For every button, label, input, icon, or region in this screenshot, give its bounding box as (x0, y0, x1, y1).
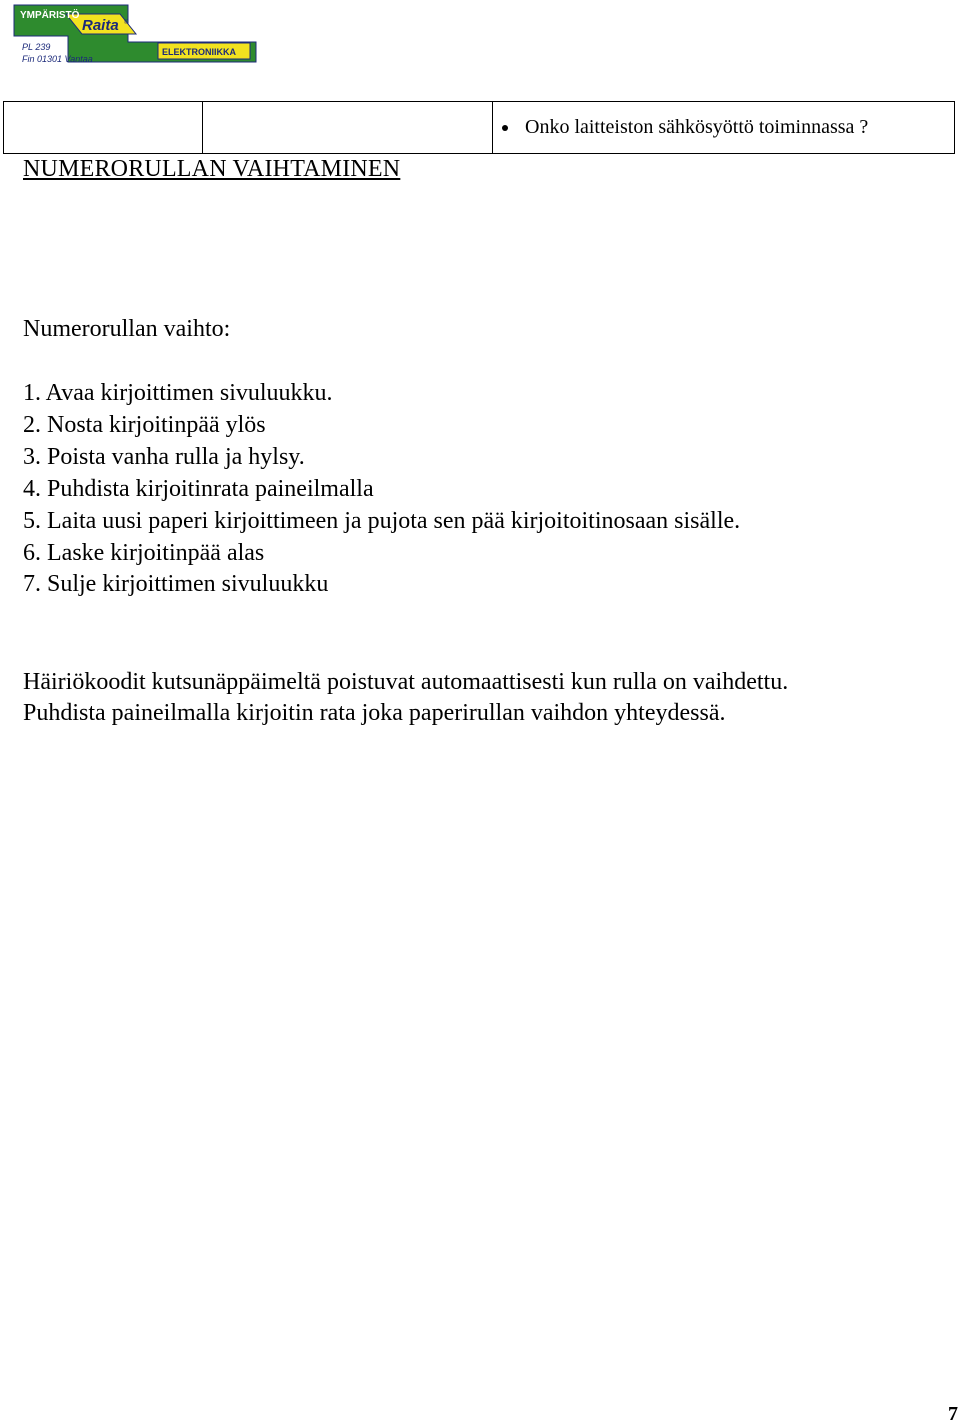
table-cell-empty (4, 102, 203, 154)
steps-list (23, 378, 740, 601)
logo-address-line1: PL 239 (22, 42, 51, 52)
list-item: 2. Nosta kirjoitinpää ylös (23, 411, 266, 438)
logo-top-text: YMPÄRISTÖ (20, 10, 80, 21)
bullet-icon (502, 125, 508, 131)
list-item: 5. Laita uusi paperi kirjoittimeen ja pujota sen pää kirjoitoitinosaan sisälle. (23, 507, 741, 534)
subtitle: Numerorullan vaihto: (23, 316, 231, 342)
page-number: 7 (948, 1403, 958, 1425)
table-row (4, 102, 955, 154)
table-cell-bullet (493, 102, 955, 154)
bullet-text: Onko laitteiston sähkösyöttö toiminnassa ? (525, 116, 869, 138)
bullet-item (493, 116, 954, 139)
section-title: NUMERORULLAN VAIHTAMINEN (23, 156, 401, 182)
logo-brand-mark: ® (124, 20, 129, 26)
notes (23, 667, 788, 729)
list-item: 6. Laske kirjoitinpää alas (23, 539, 265, 566)
list-item: 3. Poista vanha rulla ja hylsy. (23, 443, 305, 470)
note-paragraph: Puhdista paineilmalla kirjoitin rata joka paperirullan vaihdon yhteydessä. (23, 700, 726, 726)
list-item: 4. Puhdista kirjoitinrata paineilmalla (23, 475, 374, 502)
list-item: 7. Sulje kirjoittimen sivuluukku (23, 571, 329, 598)
logo-bottom-text: ELEKTRONIIKKA (162, 47, 236, 57)
table-cell-empty (203, 102, 493, 154)
logo-brand: Raita (82, 17, 119, 34)
list-item: 1. Avaa kirjoittimen sivuluukku. (23, 380, 333, 406)
company-logo (8, 0, 262, 70)
note-paragraph: Häiriökoodit kutsunäppäimeltä poistuvat automaattisesti kun rulla on vaihdettu. (23, 669, 789, 695)
logo-address-line2: Fin 01301 Vantaa (22, 54, 93, 64)
status-table (3, 101, 955, 154)
